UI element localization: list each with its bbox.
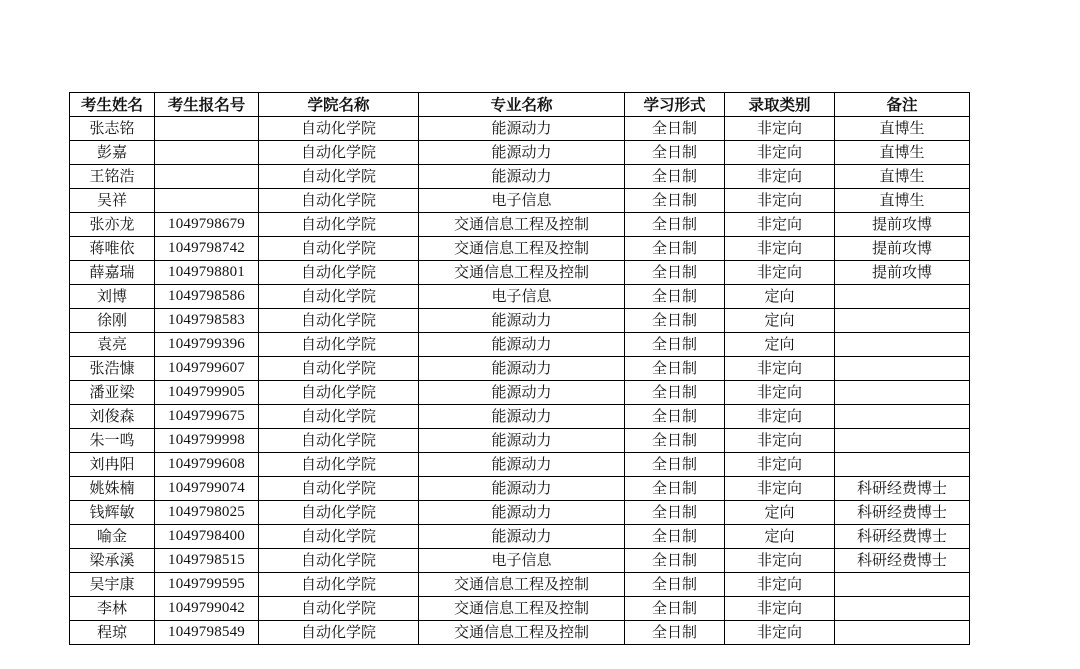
cell-registration-number: 1049799042 [155, 597, 259, 621]
cell-admission-category: 定向 [725, 501, 835, 525]
cell-major-name: 能源动力 [419, 525, 625, 549]
header-candidate-name: 考生姓名 [70, 93, 155, 117]
cell-admission-category: 非定向 [725, 381, 835, 405]
cell-candidate-name: 王铭浩 [70, 165, 155, 189]
cell-major-name: 交通信息工程及控制 [419, 261, 625, 285]
cell-study-mode: 全日制 [625, 525, 725, 549]
cell-admission-category: 非定向 [725, 237, 835, 261]
header-registration-number: 考生报名号 [155, 93, 259, 117]
cell-remarks [835, 333, 970, 357]
table-row [70, 405, 970, 429]
cell-candidate-name: 刘俊森 [70, 405, 155, 429]
cell-major-name: 交通信息工程及控制 [419, 213, 625, 237]
cell-admission-category: 非定向 [725, 189, 835, 213]
cell-major-name: 能源动力 [419, 117, 625, 141]
cell-admission-category: 定向 [725, 309, 835, 333]
cell-candidate-name: 张志铭 [70, 117, 155, 141]
table-row [70, 357, 970, 381]
cell-registration-number: 1049799396 [155, 333, 259, 357]
cell-study-mode: 全日制 [625, 309, 725, 333]
cell-admission-category: 非定向 [725, 621, 835, 645]
cell-registration-number: 1049799998 [155, 429, 259, 453]
cell-candidate-name: 彭嘉 [70, 141, 155, 165]
cell-study-mode: 全日制 [625, 189, 725, 213]
cell-admission-category: 非定向 [725, 165, 835, 189]
cell-study-mode: 全日制 [625, 213, 725, 237]
cell-candidate-name: 程琼 [70, 621, 155, 645]
cell-study-mode: 全日制 [625, 621, 725, 645]
cell-major-name: 能源动力 [419, 165, 625, 189]
cell-major-name: 能源动力 [419, 141, 625, 165]
cell-registration-number: 1049798679 [155, 213, 259, 237]
cell-remarks: 直博生 [835, 141, 970, 165]
cell-major-name: 能源动力 [419, 381, 625, 405]
header-school-name: 学院名称 [259, 93, 419, 117]
cell-school-name: 自动化学院 [259, 309, 419, 333]
table-body [70, 117, 970, 645]
cell-remarks: 科研经费博士 [835, 525, 970, 549]
cell-remarks [835, 621, 970, 645]
cell-remarks: 直博生 [835, 117, 970, 141]
cell-registration-number [155, 141, 259, 165]
table-row [70, 285, 970, 309]
cell-school-name: 自动化学院 [259, 165, 419, 189]
cell-remarks: 科研经费博士 [835, 477, 970, 501]
cell-school-name: 自动化学院 [259, 525, 419, 549]
header-admission-category: 录取类别 [725, 93, 835, 117]
cell-registration-number: 1049798025 [155, 501, 259, 525]
cell-study-mode: 全日制 [625, 429, 725, 453]
cell-remarks [835, 381, 970, 405]
cell-remarks [835, 309, 970, 333]
cell-major-name: 能源动力 [419, 453, 625, 477]
cell-study-mode: 全日制 [625, 549, 725, 573]
table-row [70, 261, 970, 285]
cell-admission-category: 非定向 [725, 429, 835, 453]
cell-admission-category: 定向 [725, 285, 835, 309]
table-row [70, 237, 970, 261]
cell-candidate-name: 薛嘉瑞 [70, 261, 155, 285]
cell-registration-number: 1049799607 [155, 357, 259, 381]
cell-candidate-name: 李林 [70, 597, 155, 621]
cell-admission-category: 定向 [725, 333, 835, 357]
table-header [70, 93, 970, 117]
cell-admission-category: 非定向 [725, 453, 835, 477]
cell-candidate-name: 蒋唯依 [70, 237, 155, 261]
cell-admission-category: 定向 [725, 525, 835, 549]
table-row [70, 333, 970, 357]
cell-school-name: 自动化学院 [259, 621, 419, 645]
cell-registration-number: 1049799595 [155, 573, 259, 597]
cell-school-name: 自动化学院 [259, 429, 419, 453]
cell-major-name: 电子信息 [419, 189, 625, 213]
table-row [70, 501, 970, 525]
table-row [70, 621, 970, 645]
cell-major-name: 能源动力 [419, 309, 625, 333]
cell-major-name: 能源动力 [419, 501, 625, 525]
cell-remarks: 科研经费博士 [835, 549, 970, 573]
cell-remarks: 提前攻博 [835, 237, 970, 261]
table-row [70, 309, 970, 333]
table-row [70, 165, 970, 189]
cell-candidate-name: 徐刚 [70, 309, 155, 333]
admission-table [69, 92, 970, 645]
cell-school-name: 自动化学院 [259, 333, 419, 357]
cell-school-name: 自动化学院 [259, 237, 419, 261]
cell-school-name: 自动化学院 [259, 549, 419, 573]
cell-admission-category: 非定向 [725, 405, 835, 429]
cell-study-mode: 全日制 [625, 405, 725, 429]
cell-study-mode: 全日制 [625, 453, 725, 477]
cell-school-name: 自动化学院 [259, 189, 419, 213]
cell-major-name: 能源动力 [419, 333, 625, 357]
cell-study-mode: 全日制 [625, 261, 725, 285]
cell-major-name: 能源动力 [419, 477, 625, 501]
cell-major-name: 交通信息工程及控制 [419, 573, 625, 597]
cell-admission-category: 非定向 [725, 117, 835, 141]
cell-candidate-name: 姚姝楠 [70, 477, 155, 501]
cell-registration-number: 1049798515 [155, 549, 259, 573]
cell-remarks [835, 597, 970, 621]
cell-school-name: 自动化学院 [259, 141, 419, 165]
cell-school-name: 自动化学院 [259, 357, 419, 381]
cell-remarks [835, 453, 970, 477]
cell-study-mode: 全日制 [625, 381, 725, 405]
cell-study-mode: 全日制 [625, 573, 725, 597]
cell-registration-number: 1049799608 [155, 453, 259, 477]
cell-study-mode: 全日制 [625, 501, 725, 525]
cell-candidate-name: 刘冉阳 [70, 453, 155, 477]
header-remarks: 备注 [835, 93, 970, 117]
cell-admission-category: 非定向 [725, 141, 835, 165]
cell-study-mode: 全日制 [625, 333, 725, 357]
cell-registration-number: 1049799074 [155, 477, 259, 501]
cell-school-name: 自动化学院 [259, 261, 419, 285]
cell-major-name: 电子信息 [419, 549, 625, 573]
table-row [70, 117, 970, 141]
table-row [70, 597, 970, 621]
cell-school-name: 自动化学院 [259, 285, 419, 309]
cell-school-name: 自动化学院 [259, 573, 419, 597]
cell-registration-number: 1049798549 [155, 621, 259, 645]
cell-remarks [835, 405, 970, 429]
cell-school-name: 自动化学院 [259, 405, 419, 429]
cell-candidate-name: 袁亮 [70, 333, 155, 357]
cell-admission-category: 非定向 [725, 573, 835, 597]
table-row [70, 573, 970, 597]
cell-candidate-name: 张亦龙 [70, 213, 155, 237]
cell-candidate-name: 张浩慷 [70, 357, 155, 381]
cell-registration-number [155, 117, 259, 141]
cell-school-name: 自动化学院 [259, 477, 419, 501]
table-row [70, 477, 970, 501]
table-row [70, 381, 970, 405]
cell-candidate-name: 吴祥 [70, 189, 155, 213]
cell-study-mode: 全日制 [625, 477, 725, 501]
cell-remarks: 科研经费博士 [835, 501, 970, 525]
cell-candidate-name: 梁承溪 [70, 549, 155, 573]
cell-admission-category: 非定向 [725, 213, 835, 237]
cell-study-mode: 全日制 [625, 357, 725, 381]
cell-major-name: 电子信息 [419, 285, 625, 309]
cell-remarks [835, 357, 970, 381]
cell-candidate-name: 潘亚梁 [70, 381, 155, 405]
cell-major-name: 交通信息工程及控制 [419, 237, 625, 261]
cell-study-mode: 全日制 [625, 141, 725, 165]
cell-admission-category: 非定向 [725, 477, 835, 501]
cell-registration-number: 1049798400 [155, 525, 259, 549]
cell-school-name: 自动化学院 [259, 453, 419, 477]
cell-school-name: 自动化学院 [259, 117, 419, 141]
cell-remarks [835, 429, 970, 453]
cell-study-mode: 全日制 [625, 597, 725, 621]
cell-candidate-name: 刘博 [70, 285, 155, 309]
table-row [70, 141, 970, 165]
cell-registration-number [155, 165, 259, 189]
admission-list-sheet [69, 92, 970, 645]
table-row [70, 525, 970, 549]
cell-remarks: 直博生 [835, 165, 970, 189]
cell-registration-number: 1049799675 [155, 405, 259, 429]
cell-study-mode: 全日制 [625, 165, 725, 189]
table-row [70, 213, 970, 237]
table-row [70, 549, 970, 573]
cell-remarks [835, 573, 970, 597]
table-row [70, 453, 970, 477]
cell-admission-category: 非定向 [725, 549, 835, 573]
cell-school-name: 自动化学院 [259, 501, 419, 525]
cell-candidate-name: 朱一鸣 [70, 429, 155, 453]
cell-major-name: 能源动力 [419, 429, 625, 453]
cell-study-mode: 全日制 [625, 285, 725, 309]
header-row [70, 93, 970, 117]
header-major-name: 专业名称 [419, 93, 625, 117]
cell-registration-number: 1049798586 [155, 285, 259, 309]
cell-school-name: 自动化学院 [259, 597, 419, 621]
cell-admission-category: 非定向 [725, 357, 835, 381]
header-study-mode: 学习形式 [625, 93, 725, 117]
cell-candidate-name: 吴宇康 [70, 573, 155, 597]
cell-remarks: 提前攻博 [835, 261, 970, 285]
cell-study-mode: 全日制 [625, 117, 725, 141]
cell-remarks [835, 285, 970, 309]
cell-registration-number: 1049799905 [155, 381, 259, 405]
table-row [70, 189, 970, 213]
table-row [70, 429, 970, 453]
cell-registration-number: 1049798801 [155, 261, 259, 285]
cell-admission-category: 非定向 [725, 597, 835, 621]
cell-registration-number: 1049798583 [155, 309, 259, 333]
cell-school-name: 自动化学院 [259, 213, 419, 237]
cell-major-name: 交通信息工程及控制 [419, 621, 625, 645]
cell-school-name: 自动化学院 [259, 381, 419, 405]
cell-candidate-name: 钱辉敏 [70, 501, 155, 525]
cell-major-name: 能源动力 [419, 405, 625, 429]
cell-candidate-name: 喻金 [70, 525, 155, 549]
cell-remarks: 直博生 [835, 189, 970, 213]
cell-major-name: 交通信息工程及控制 [419, 597, 625, 621]
cell-major-name: 能源动力 [419, 357, 625, 381]
cell-registration-number [155, 189, 259, 213]
cell-remarks: 提前攻博 [835, 213, 970, 237]
cell-study-mode: 全日制 [625, 237, 725, 261]
cell-registration-number: 1049798742 [155, 237, 259, 261]
cell-admission-category: 非定向 [725, 261, 835, 285]
